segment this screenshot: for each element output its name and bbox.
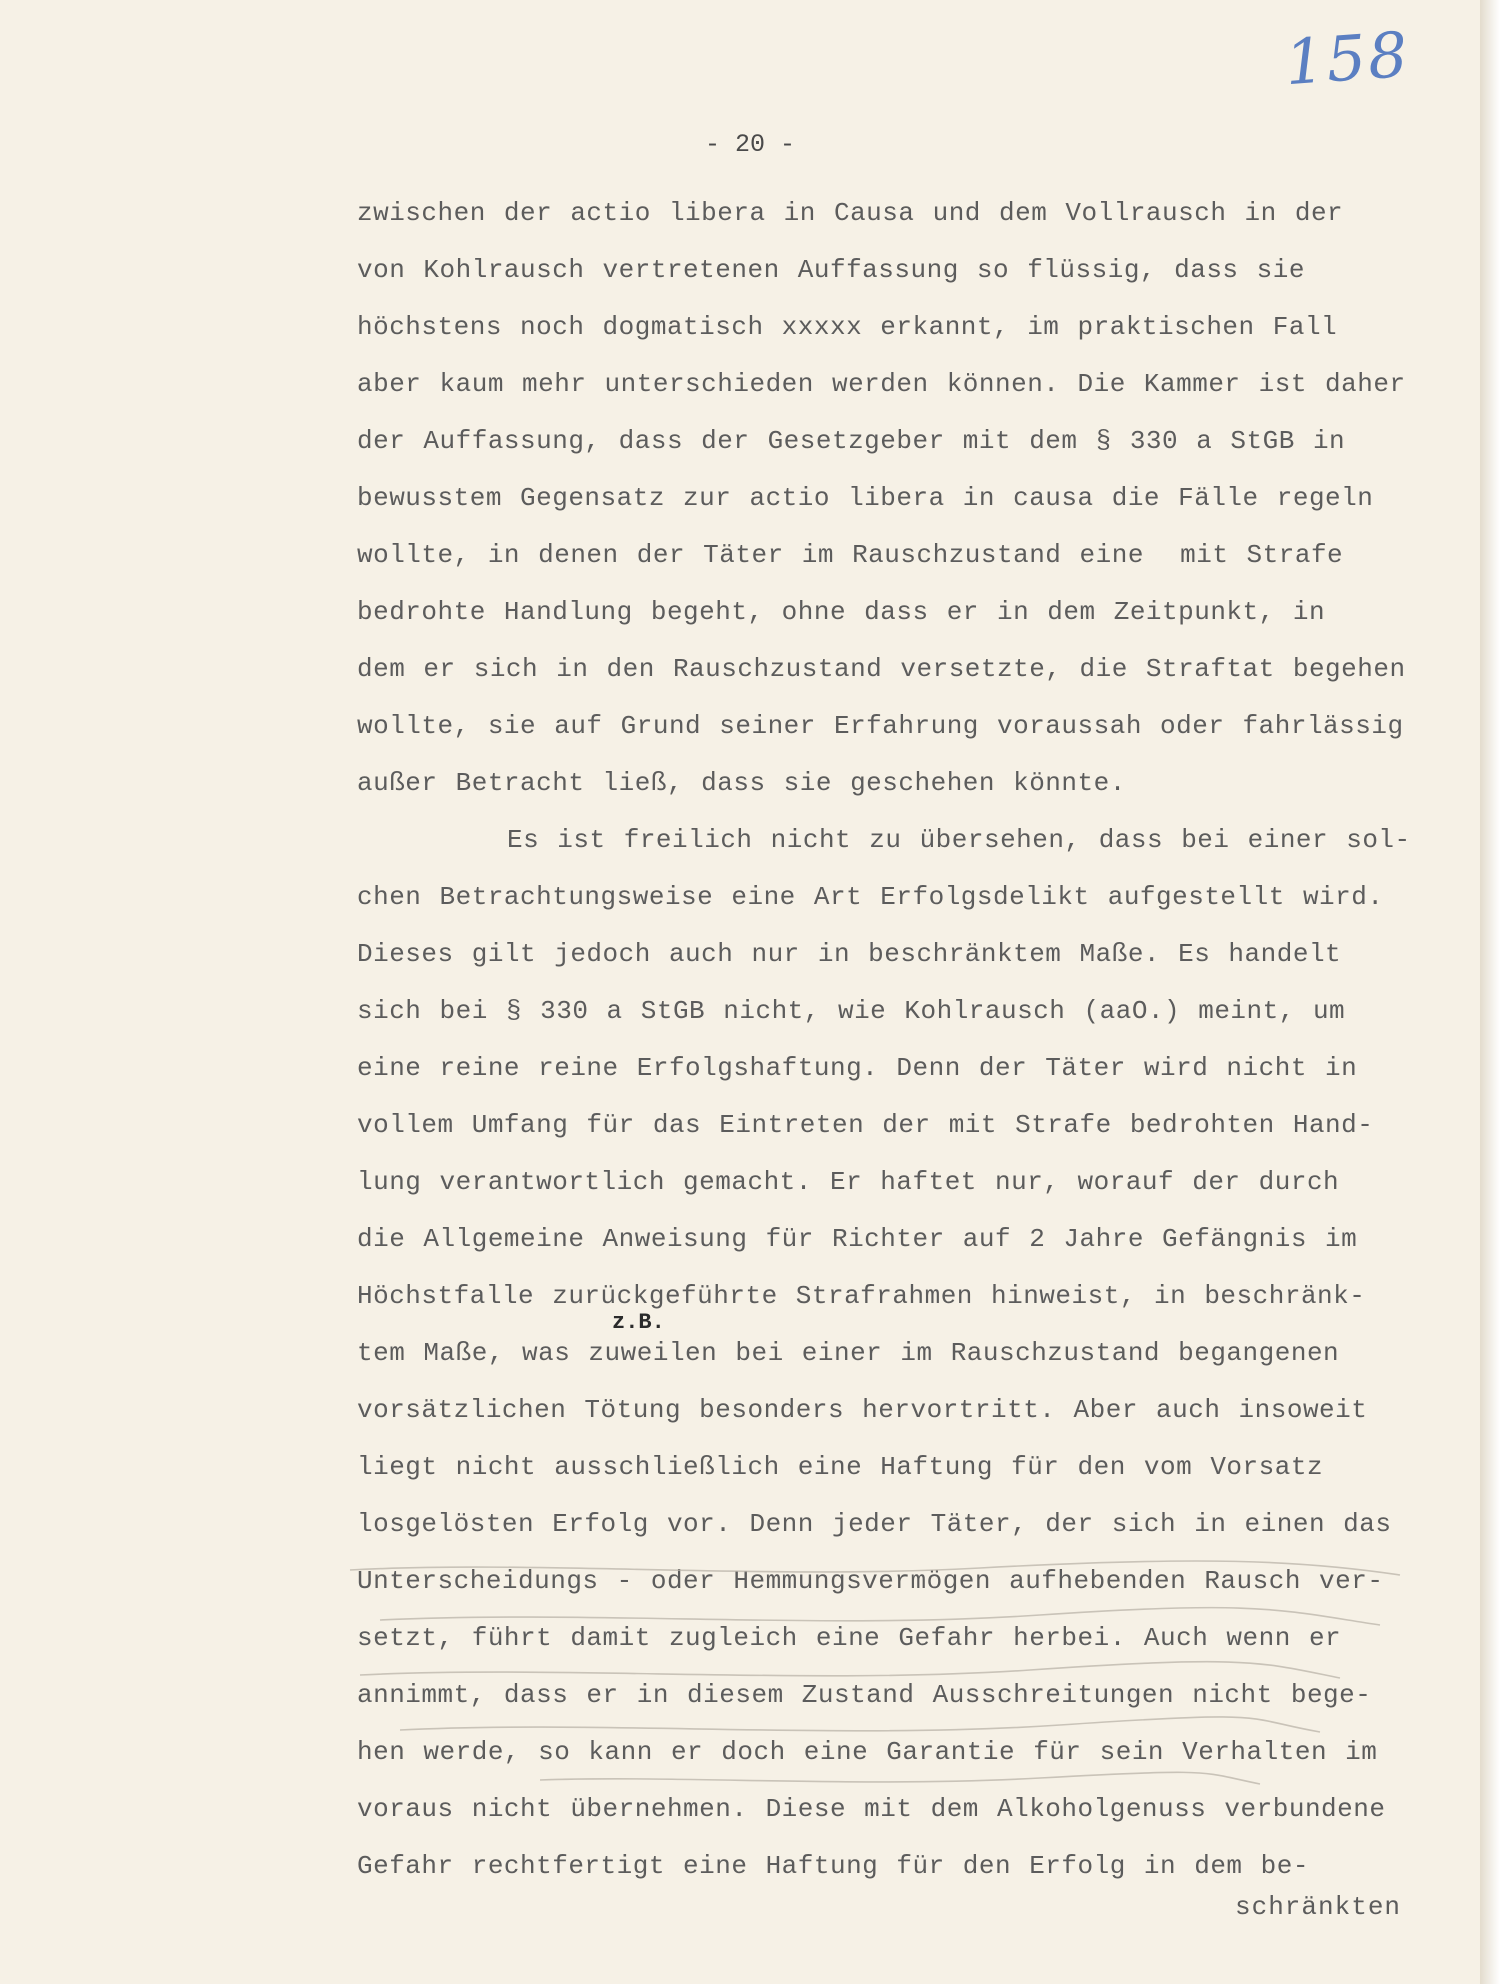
text-line: sich bei § 330 a StGB nicht, wie Kohlrausch (aaO.) meint, um (357, 996, 1346, 1026)
text-line: lung verantwortlich gemacht. Er haftet nur, worauf der durch (357, 1167, 1340, 1197)
page-edge (1480, 0, 1500, 1984)
text-line: annimmt, dass er in diesem Zustand Ausschreitungen nicht bege- (357, 1680, 1372, 1710)
text-line: von Kohlrausch vertretenen Auffassung so flüssig, dass sie (357, 255, 1305, 285)
text-line: tem Maße, was zuweilen bei einer im Rauschzustand begangenen (357, 1338, 1340, 1368)
text-line: Unterscheidungs - oder Hemmungsvermögen aufhebenden Rausch ver- (357, 1566, 1384, 1596)
text-line: höchstens noch dogmatisch xxxxx erkannt, im praktischen Fall (357, 312, 1338, 342)
text-line: hen werde, so kann er doch eine Garantie für sein Verhalten im (357, 1737, 1378, 1767)
text-line: vollem Umfang für das Eintreten der mit Strafe bedrohten Hand- (357, 1110, 1374, 1140)
text-line: Gefahr rechtfertigt eine Haftung für den Erfolg in dem be- (357, 1851, 1309, 1881)
text-line: wollte, in denen der Täter im Rauschzustand eine mit Strafe (357, 540, 1344, 570)
text-line: außer Betracht ließ, dass sie geschehen könnte. (357, 768, 1126, 798)
text-line: chen Betrachtungsweise eine Art Erfolgsdelikt aufgestellt wird. (357, 882, 1384, 912)
typed-body (357, 185, 1475, 1895)
catchword: schränkten (1235, 1892, 1402, 1922)
paragraph-start-line: Es ist freilich nicht zu übersehen, dass bei einer sol- (507, 825, 1411, 855)
text-line: wollte, sie auf Grund seiner Erfahrung voraussah oder fahrlässig (357, 711, 1404, 741)
page-number: - 20 - (704, 130, 795, 159)
handwritten-annotation: z.B. (612, 1310, 665, 1335)
text-line: losgelösten Erfolg vor. Denn jeder Täter, der sich in einen das (357, 1509, 1392, 1539)
text-line: aber kaum mehr unterschieden werden können. Die Kammer ist daher (357, 369, 1406, 399)
text-line: der Auffassung, dass der Gesetzgeber mit dem § 330 a StGB in (357, 426, 1346, 456)
text-line: dem er sich in den Rauschzustand versetzte, die Straftat begehen (357, 654, 1406, 684)
text-line: Dieses gilt jedoch auch nur in beschränktem Maße. Es handelt (357, 939, 1342, 969)
text-line: setzt, führt damit zugleich eine Gefahr herbei. Auch wenn er (357, 1623, 1342, 1653)
text-line: eine reine reine Erfolgshaftung. Denn der Täter wird nicht in (357, 1053, 1358, 1083)
text-line: Höchstfalle zurückgeführte Strafrahmen hinweist, in beschränk- (357, 1281, 1366, 1311)
text-line: die Allgemeine Anweisung für Richter auf 2 Jahre Gefängnis im (357, 1224, 1358, 1254)
text-line: zwischen der actio libera in Causa und dem Vollrausch in der (357, 198, 1344, 228)
text-line: liegt nicht ausschließlich eine Haftung für den vom Vorsatz (357, 1452, 1324, 1482)
text-line: bedrohte Handlung begeht, ohne dass er in dem Zeitpunkt, in (357, 597, 1326, 627)
folio-number: 158 (1282, 17, 1412, 100)
text-line: vorsätzlichen Tötung besonders hervortritt. Aber auch insoweit (357, 1395, 1368, 1425)
text-line: voraus nicht übernehmen. Diese mit dem Alkoholgenuss verbundene (357, 1794, 1386, 1824)
text-line: bewusstem Gegensatz zur actio libera in causa die Fälle regeln (357, 483, 1374, 513)
